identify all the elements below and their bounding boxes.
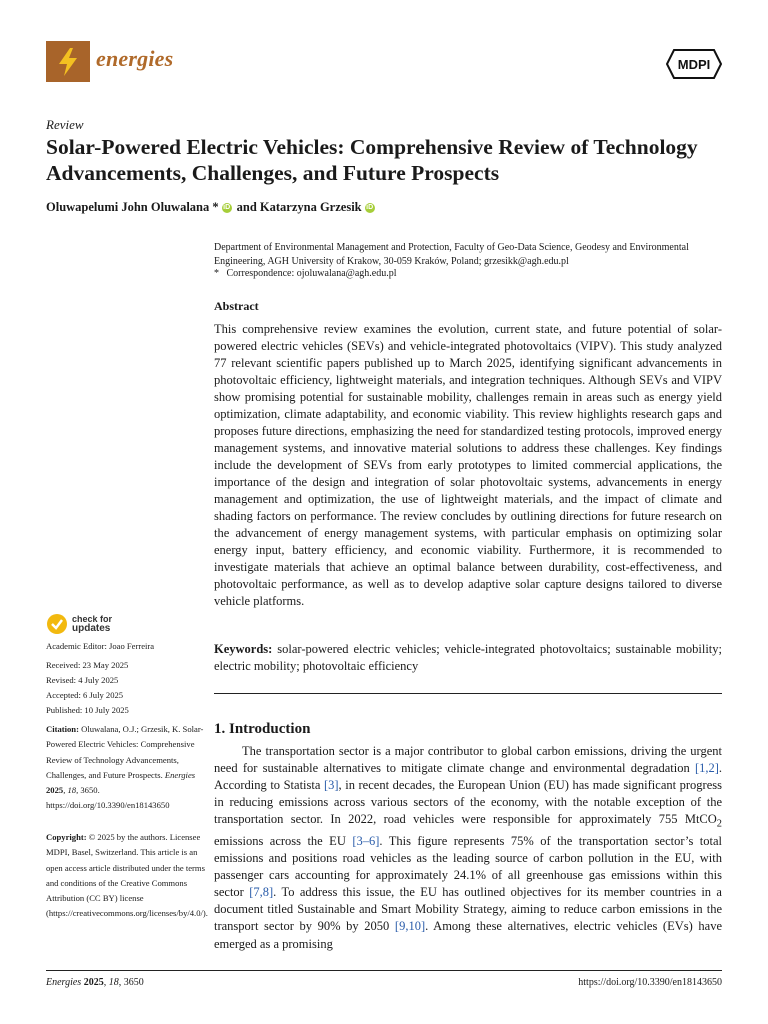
section-heading: 1. Introduction: [214, 721, 311, 737]
intro-paragraph: The transportation sector is a major contributor to global carbon emissions, driving the urgent need for sustainable alternatives to mitigate climate change and environmental degradation [1,2]. According to Statista [3], in recent decades, the European Union (EU) has made significant progress in reducing emissions across various sectors of the economy, with the notable exception of the transportation sector. In 2022, road vehicles were responsible for approximately 755 MtCO$_2$ emissions across the EU [3–6]. This figure represents 75% of the transportation sector’s total emissions and positions road vehicles as the leading source of carbon pollution in the EU, with passenger cars accounting for approximately 24.1% of all greenhouse gas emissions within this sector [7,8]. To address this issue, the EU has outlined objectives for its member countries in a document titled Sustainable and Smart Mobility Strategy, aiming to reduce carbon emissions in the transport sector by 90% by 2050 [9,10]. Among these alternatives, electric vehicles (EVs) have emerged as a promising: [214, 744, 723, 951]
author-1[interactable]: Oluwapelumi John Oluwalana *: [46, 200, 219, 214]
citation-volume: 18: [67, 785, 77, 796]
keywords-label: Keywords:: [214, 642, 273, 656]
copyright-text: © 2025 by the authors. Licensee MDPI, Basel, Switzerland. This article is an open access article distributed under the terms and conditions of the Creative Commons Attribution (CC BY) license (https://creativecommons.org/licenses/by/4.0/).: [46, 832, 208, 919]
accepted-date: Accepted: 6 July 2025: [46, 690, 124, 700]
keywords: [214, 641, 722, 675]
copyright-block: [46, 830, 206, 922]
affiliation: Department of Environmental Management and Protection, Faculty of Geo-Data Science, Geodesy and Environmental Engineering, AGH University of Krakow, 30-059 Kraków, Poland; grzesikk@agh.edu.pl: [214, 242, 689, 267]
footer-journal-info: Energies 2025, 18, 3650: [46, 977, 144, 988]
citation-label: Citation:: [46, 724, 79, 734]
orcid-icon[interactable]: iD: [366, 203, 374, 211]
citation-link[interactable]: [9,10]: [394, 919, 426, 934]
publisher-name: MDPI: [677, 57, 711, 72]
citation-text: Oluwalana, O.J.; Grzesik, K. Solar-Powered Electric Vehicles: Comprehensive Review of Technology Advancements, Challenges, and Future Prospects.: [46, 724, 204, 780]
footer-divider: [46, 970, 722, 971]
citation-link[interactable]: [3]: [323, 778, 339, 793]
article-title: Solar-Powered Electric Vehicles: Comprehensive Review of Technology Advancements, Challenges, and Future Prospects: [46, 135, 698, 185]
check-updates-label: updates: [72, 623, 111, 634]
citation-journal: Energies: [164, 769, 196, 780]
citation-doi[interactable]: , 3650. https://doi.org/10.3390/en18143650: [46, 785, 170, 811]
author-list: [46, 200, 375, 215]
correspondence: * Correspondence: ojoluwalana@agh.edu.pl: [214, 268, 397, 279]
revised-date: Revised: 4 July 2025: [46, 675, 119, 685]
mdpi-logo[interactable]: [666, 49, 722, 84]
academic-editor: Academic Editor: Joao Ferreira: [46, 641, 155, 651]
section-divider: [214, 693, 722, 694]
check-updates-label: check for: [72, 614, 113, 624]
received-date: Received: 23 May 2025: [46, 660, 129, 670]
citation-link[interactable]: [3–6]: [352, 833, 380, 848]
published-date: Published: 10 July 2025: [46, 705, 129, 715]
journal-logo: [46, 41, 90, 82]
keywords-text: solar-powered electric vehicles; vehicle-integrated photovoltaics; sustainable mobility; electric mobility; photovoltaic efficiency: [214, 642, 722, 673]
article-type: Review: [46, 117, 84, 132]
lightning-icon: [57, 47, 79, 77]
abstract-text: This comprehensive review examines the evolution, current state, and future potential of solar-powered electric vehicles (SEVs) and vehicle-integrated photovoltaics (VIPV). This study analyzed 77 relevant scientific papers published up to March 2025, identifying significant advancements in photovoltaic efficiency, lightweight materials, and integration techniques. Although SEVs and VIPV show promising potential for sustainable mobility, challenges remain in areas such as energy yield optimization, climate adaptability, and economic viability. This review highlights research gaps and proposes future directions, emphasizing the need for standardized testing protocols, improved energy management systems, and innovative material solutions to address these challenges. Key findings include the development of SEVs from early prototypes to limited commercial applications, the importance of the design and integration of solar photovoltaic systems, advancements in energy management and optimization, the use of lightweight materials, and the impact of climate and shading factors on performance. The review concludes by outlining directions for future research on the advancement of energy management systems, with particular emphasis on optimizing solar energy input, battery efficiency, and economic viability. Furthermore, it is recommended to investigate materials that achieve an optimal balance between durability, cost-effectiveness, and photovoltaic performance, as well as to develop adaptive solar capture designs tailored to diverse vehicle platforms.: [214, 322, 722, 608]
abstract-heading: Abstract: [214, 299, 259, 313]
journal-name[interactable]: energies: [96, 46, 174, 71]
orcid-icon[interactable]: iD: [223, 203, 231, 211]
citation-link[interactable]: [1,2]: [694, 761, 719, 776]
check-for-updates[interactable]: [46, 613, 112, 635]
copyright-label: Copyright:: [46, 832, 87, 842]
check-updates-icon: [46, 613, 68, 635]
citation-link[interactable]: [7,8]: [249, 885, 274, 900]
author-2[interactable]: and Katarzyna Grzesik: [236, 200, 362, 214]
footer-doi[interactable]: https://doi.org/10.3390/en18143650: [578, 977, 722, 988]
citation-year: 2025: [46, 785, 64, 796]
citation-block: Citation: Oluwalana, O.J.; Grzesik, K. Solar-Powered Electric Vehicles: Comprehensive Review of Technology Advancements, Challenges, and Future Prospects. Energies 2025, 18, 3650. https://doi.org/10.3390/en18143650: [46, 724, 204, 811]
